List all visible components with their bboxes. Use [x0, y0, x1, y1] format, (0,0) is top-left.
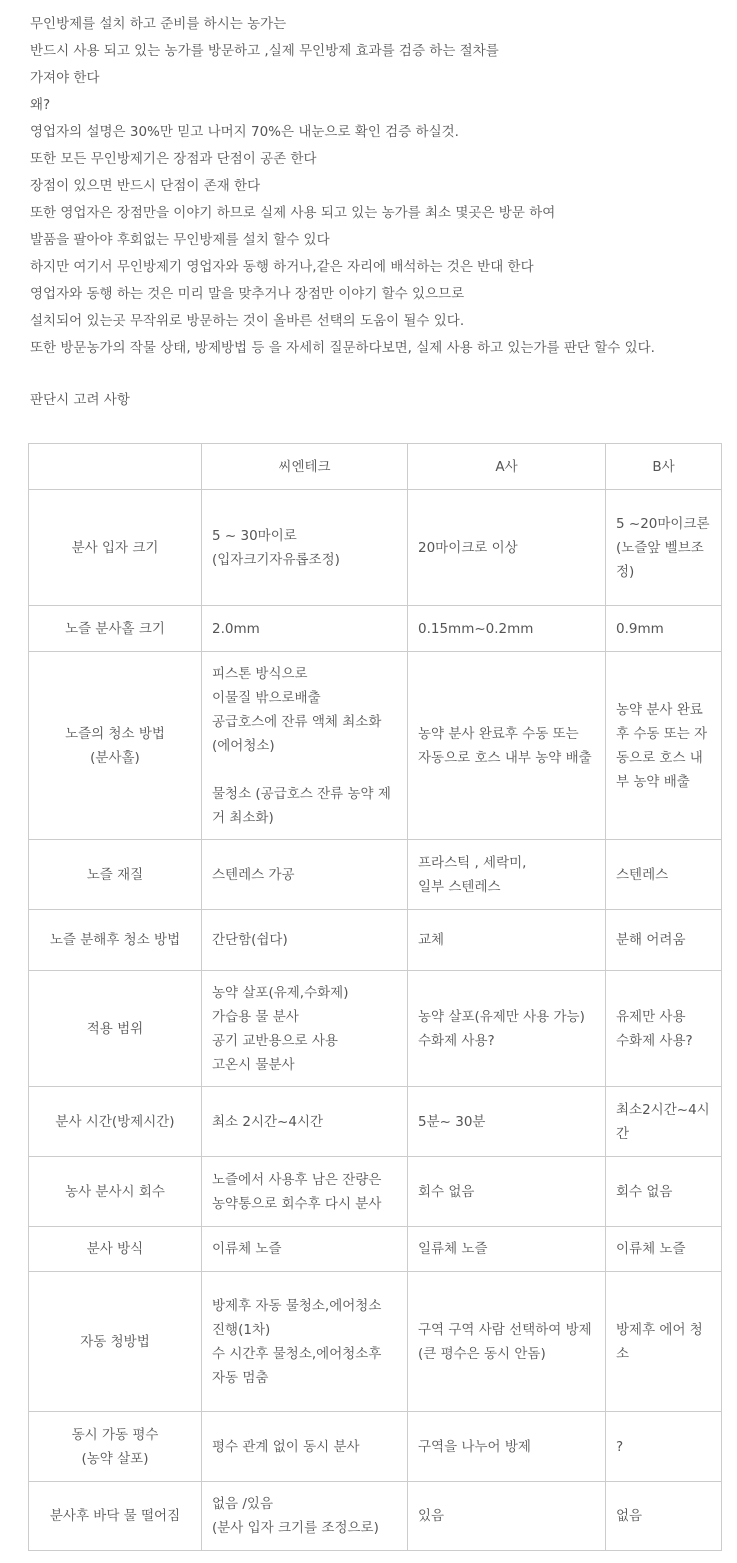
table-row: [29, 1227, 722, 1272]
table-cell: [408, 490, 606, 606]
cell-text: 스텐레스: [616, 866, 669, 883]
row-label: [29, 606, 202, 652]
table-row: [29, 971, 722, 1087]
cell-text: 분해 어려움: [616, 932, 686, 948]
cell-text: 노즐 재질: [86, 866, 144, 883]
table-row: [29, 1087, 722, 1157]
cell-text: 분사 입자 크기: [71, 539, 159, 556]
row-label: [29, 840, 202, 910]
cell-text: 노즐의 청소 방법: [65, 725, 165, 742]
row-label: [29, 1157, 202, 1227]
cell-text: 최소 2시간~4시간: [212, 1113, 324, 1130]
cell-text: 공급호스에 잔류 액체 최소화: [212, 713, 382, 730]
table-row: [29, 840, 722, 910]
table-cell: [606, 1157, 722, 1227]
intro-line: 또한 모든 무인방제기은 장점과 단점이 공존 한다: [30, 151, 317, 167]
cell-text: 수화제 사용?: [418, 1032, 495, 1049]
cell-text: 간단함(쉽다): [212, 932, 288, 948]
cell-text: 평수 관계 없이 동시 분사: [212, 1438, 360, 1455]
table-cell: [202, 490, 408, 606]
cell-text: 농약 분사 완료후 수동 또는 자동으로 호스 내부 농약 배출: [418, 725, 592, 766]
table-cell: [408, 840, 606, 910]
cell-text: 농약통으로 회수후 다시 분사: [212, 1195, 382, 1212]
table-cell: [408, 910, 606, 971]
table-cell: [606, 1482, 722, 1551]
cell-text: 0.15mm~0.2mm: [418, 620, 534, 637]
cell-spacer: [212, 758, 397, 782]
cell-text: 농약 분사 완료후 수동 또는 자동으로 호스 내부 농약 배출: [616, 701, 708, 790]
cell-text: (입자크기자유롭조정): [212, 551, 340, 568]
table-cell: [202, 840, 408, 910]
table-row: [29, 490, 722, 606]
cell-text: 농약 살포(유제만 사용 가능): [418, 1008, 585, 1025]
table-cell: [202, 910, 408, 971]
cell-text: 최소2시간~4시간: [616, 1101, 710, 1142]
cell-text: 가습용 물 분사: [212, 1008, 299, 1025]
table-cell: [606, 1272, 722, 1412]
table-cell: [408, 1482, 606, 1551]
cell-text: 프라스틱 , 세락미,: [418, 854, 527, 871]
table-cell: [606, 1412, 722, 1482]
cell-text: 없음 /있음: [212, 1496, 274, 1512]
column-header: B사: [606, 444, 722, 490]
cell-text: 2.0mm: [212, 620, 260, 637]
cell-text: 적용 범위: [86, 1020, 144, 1037]
cell-text: 있음: [418, 1508, 445, 1524]
cell-text: (분사 입자 크기를 조정으로): [212, 1520, 379, 1536]
cell-text: (큰 평수은 동시 안돔): [418, 1345, 546, 1362]
table-row: [29, 606, 722, 652]
table-cell: [606, 606, 722, 652]
cell-text: (노즐앞 벨브조정): [616, 539, 704, 580]
table-cell: [408, 1412, 606, 1482]
header-empty-cell: [29, 444, 202, 490]
table-row: [29, 1272, 722, 1412]
comparison-table: [28, 443, 722, 1551]
cell-text: 이류체 노즐: [616, 1241, 686, 1257]
cell-text: 유제만 사용: [616, 1008, 686, 1025]
table-header-row: [29, 444, 722, 490]
cell-text: 5분~ 30분: [418, 1113, 486, 1130]
cell-text: 없음: [616, 1508, 643, 1524]
intro-line: 왜?: [30, 97, 51, 113]
cell-text: 분사 시간(방제시간): [55, 1113, 175, 1130]
cell-text: 노즐 분사홀 크기: [65, 620, 165, 637]
table-row: [29, 1157, 722, 1227]
column-header: 씨엔테크: [202, 444, 408, 490]
cell-text: 분사후 바닥 물 떨어짐: [49, 1508, 181, 1524]
cell-text: 수화제 사용?: [616, 1032, 693, 1049]
column-header: A사: [408, 444, 606, 490]
cell-text: (분사홀): [90, 749, 140, 766]
table-cell: [202, 606, 408, 652]
table-cell: [202, 1227, 408, 1272]
intro-line: 발품을 팔아야 후회없는 무인방제를 설치 할수 있다: [30, 232, 330, 248]
table-cell: [606, 652, 722, 840]
table-cell: [408, 1157, 606, 1227]
row-label: [29, 1227, 202, 1272]
intro-line: 또한 영업자은 장점만을 이야기 하므로 실제 사용 되고 있는 농가를 최소 몇곳은 방문 하여: [30, 205, 556, 221]
table-cell: [408, 1227, 606, 1272]
section-title: 판단시 고려 사항: [30, 392, 130, 408]
cell-text: 수 시간후 물청소,에어청소후 자동 멈춤: [212, 1345, 382, 1386]
intro-text: [30, 11, 730, 362]
cell-text: 0.9mm: [616, 620, 664, 637]
table-cell: [202, 652, 408, 840]
cell-text: 이류체 노즐: [212, 1241, 282, 1257]
table-cell: [606, 910, 722, 971]
cell-text: 구역 구역 사람 선택하여 방제: [418, 1321, 592, 1338]
intro-line: 또한 방문농가의 작물 상태, 방제방법 등 을 자세히 질문하다보면, 실제 사용 하고 있는가를 판단 할수 있다.: [30, 340, 655, 356]
intro-line: 무인방제를 설치 하고 준비를 하시는 농가는: [30, 16, 287, 32]
table-cell: [202, 971, 408, 1087]
cell-text: 물청소 (공급호스 잔류 농약 제거 최소화): [212, 785, 391, 826]
cell-text: 자동 청방법: [80, 1333, 150, 1350]
cell-text: 20마이크로 이상: [418, 539, 518, 556]
table-row: [29, 1482, 722, 1551]
intro-line: 장점이 있으면 반드시 단점이 존재 한다: [30, 178, 261, 194]
table-cell: [408, 971, 606, 1087]
cell-text: 공기 교반용으로 사용: [212, 1032, 338, 1049]
table-cell: [408, 652, 606, 840]
table-cell: [202, 1482, 408, 1551]
table-cell: [202, 1087, 408, 1157]
cell-text: 이물질 밖으로배출: [212, 689, 321, 706]
row-label: [29, 971, 202, 1087]
cell-text: 농사 분사시 회수: [65, 1183, 165, 1200]
table-cell: [606, 1087, 722, 1157]
cell-text: 회수 없음: [616, 1183, 673, 1200]
row-label: [29, 1482, 202, 1551]
table-cell: [202, 1272, 408, 1412]
cell-text: 일부 스텐레스: [418, 878, 501, 895]
cell-text: 회수 없음: [418, 1183, 475, 1200]
intro-line: 가져야 한다: [30, 70, 100, 86]
cell-text: 동시 가동 평수: [71, 1426, 159, 1443]
cell-text: (농약 살포): [81, 1450, 149, 1467]
row-label: [29, 910, 202, 971]
cell-text: 농약 살포(유제,수화제): [212, 984, 349, 1001]
table-cell: [408, 606, 606, 652]
intro-line: 영업자의 설명은 30%만 믿고 나머지 70%은 내눈으로 확인 검증 하실것.: [30, 124, 459, 140]
row-label: [29, 1087, 202, 1157]
row-label: [29, 1412, 202, 1482]
cell-text: ?: [616, 1438, 624, 1455]
table-row: [29, 1412, 722, 1482]
table-cell: [408, 1272, 606, 1412]
intro-line: 영업자와 동행 하는 것은 미리 말을 맞추거나 장점만 이야기 할수 있으므로: [30, 286, 465, 302]
cell-text: 방제후 에어 청소: [616, 1321, 703, 1362]
intro-line: 하지만 여기서 무인방제기 영업자와 동행 하거나,같은 자리에 배석하는 것은 반대 한다: [30, 259, 534, 275]
cell-text: 교체: [418, 932, 445, 948]
table-cell: [606, 971, 722, 1087]
cell-text: 5 ~ 30마이로: [212, 527, 297, 544]
table-cell: [408, 1087, 606, 1157]
cell-text: 구역을 나누어 방제: [418, 1438, 531, 1455]
cell-text: 일류체 노즐: [418, 1241, 488, 1257]
cell-text: 피스톤 방식으로: [212, 665, 308, 682]
intro-line: 설치되어 있는곳 무작위로 방문하는 것이 올바른 선택의 도움이 될수 있다.: [30, 313, 465, 329]
cell-text: 노즐 분해후 청소 방법: [49, 932, 181, 948]
table-cell: [202, 1157, 408, 1227]
row-label: [29, 652, 202, 840]
cell-text: 스텐레스 가공: [212, 866, 295, 883]
cell-text: 노즐에서 사용후 남은 잔량은: [212, 1171, 382, 1188]
table-row: [29, 910, 722, 971]
row-label: [29, 1272, 202, 1412]
table-cell: [606, 490, 722, 606]
cell-text: 5 ~20마이크론: [616, 515, 710, 532]
cell-text: 방제후 자동 물청소,에어청소 진행(1차): [212, 1297, 382, 1338]
cell-text: (에어청소): [212, 737, 275, 754]
table-cell: [202, 1412, 408, 1482]
cell-text: 분사 방식: [86, 1241, 144, 1257]
table-row: [29, 652, 722, 840]
row-label: [29, 490, 202, 606]
table-cell: [606, 840, 722, 910]
intro-line: 반드시 사용 되고 있는 농가를 방문하고 ,실제 무인방제 효과를 검증 하는 절차를: [30, 43, 499, 59]
table-cell: [606, 1227, 722, 1272]
cell-text: 고온시 물분사: [212, 1056, 295, 1073]
